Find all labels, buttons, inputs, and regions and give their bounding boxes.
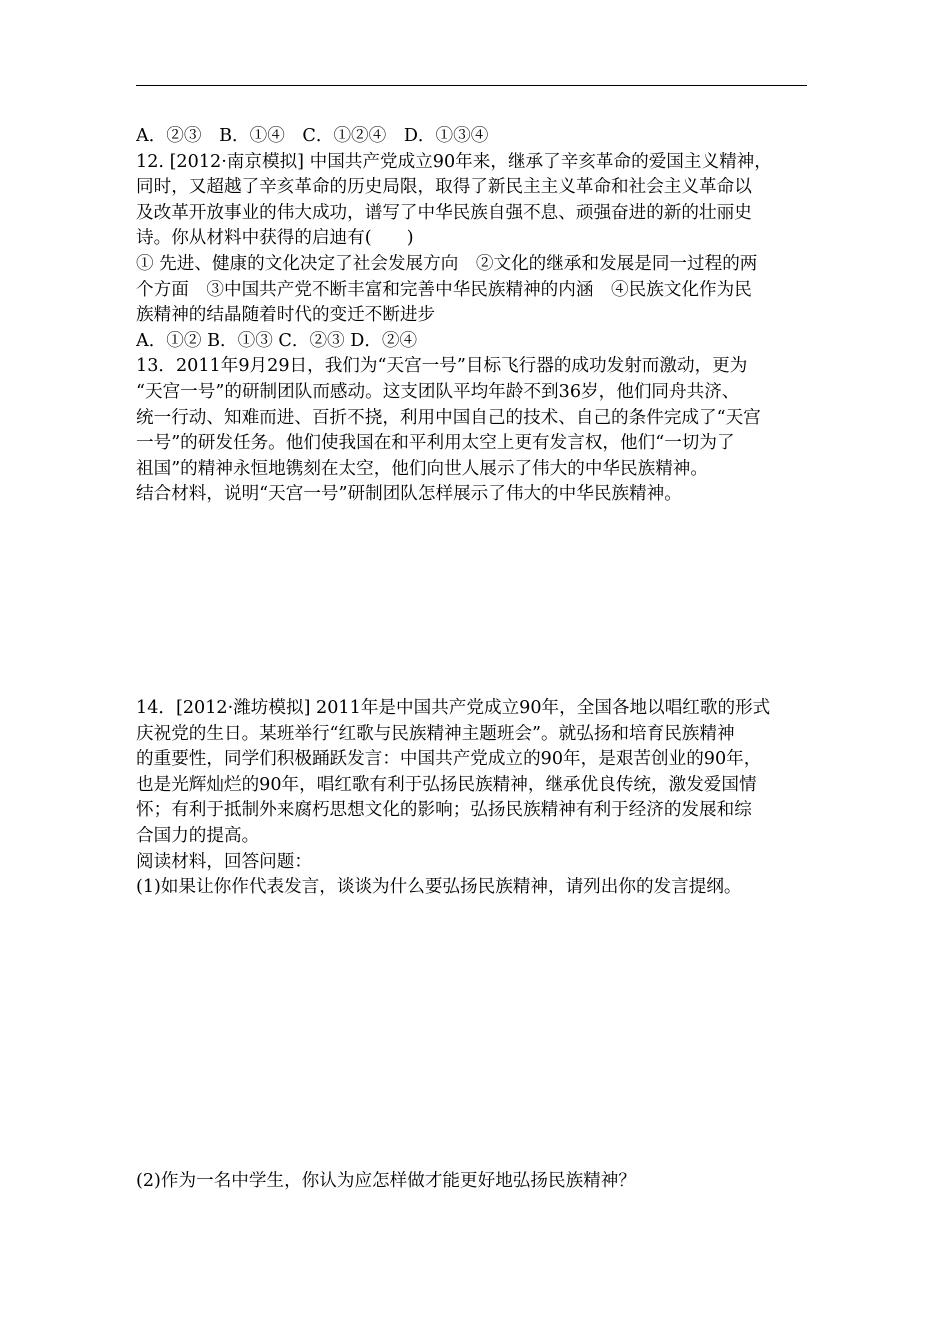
question-13-material-line: 祖国”的精神永恒地镌刻在太空，他们向世人展示了伟大的中华民族精神。 [136,458,708,479]
question-14-material-line: 的重要性，同学们积极踊跃发言：中国共产党成立的90年，是艰苦创业的90年， [136,749,762,770]
question-13-material-line: 统一行动、知难而进、百折不挠，利用中国自己的技术、自己的条件完成了“天宫 [136,407,761,428]
question-11-options: A．②③ B．①④ C．①②④ D．①③④ [136,126,489,146]
question-13-material-line: “天宫一号”的研制团队而感动。这支团队平均年龄不到36岁，他们同舟共济、 [136,381,740,402]
question-13 [136,354,807,508]
question-12-statement-line: 个方面 ③中国共产党不断丰富和完善中华民族精神的内涵 ④民族文化作为民 [136,279,752,300]
question-12-stem-line: 及改革开放事业的伟大成功，谱写了中华民族自强不息、顽强奋进的新的壮丽史 [136,202,752,223]
question-14-sub-question-1: (1)如果让你作代表发言，谈谈为什么要弘扬民族精神，请列出你的发言提纲。 [136,877,742,898]
question-12-statement-line: 族精神的结晶随着时代的变迁不断进步 [136,305,436,326]
question-12-options: A．①② B．①③ C．②③ D．②④ [136,330,418,351]
question-12-statement-line: ① 先进、健康的文化决定了社会发展方向 ②文化的继承和发展是同一过程的两 [136,253,758,274]
question-14-material-line: 合国力的提高。 [136,825,260,846]
question-11 [136,124,807,150]
question-14-part-2 [136,1169,807,1195]
question-14-material-line: 14．[2012·潍坊模拟] 2011年是中国共产党成立90年，全国各地以唱红歌的形式 [136,698,771,718]
question-13-material-line: 一号”的研发任务。他们使我国在和平利用太空上更有发言权，他们“一切为了 [136,433,735,454]
question-12-stem-line: 同时，又超越了辛亥革命的历史局限，取得了新民主主义革命和社会主义革命以 [136,177,752,198]
header-rule [136,85,807,86]
question-14 [136,696,807,901]
question-12 [136,150,807,355]
question-14-material-line: 庆祝党的生日。某班举行“红歌与民族精神主题班会”。就弘扬和培育民族精神 [136,723,735,744]
question-13-prompt: 结合材料，说明“天宫一号”研制团队怎样展示了伟大的中华民族精神。 [136,484,682,505]
question-14-sub-question-2: (2)作为一名中学生，你认为应怎样做才能更好地弘扬民族精神？ [136,1171,636,1191]
question-14-material-line: 也是光辉灿烂的90年，唱红歌有利于弘扬民族精神，继承优良传统，激发爱国情 [136,774,757,795]
question-12-stem-line: 12. [2012·南京模拟] 中国共产党成立90年来，继承了辛亥革命的爱国主义精神， [136,151,772,172]
question-14-material-line: 怀；有利于抵制外来腐朽思想文化的影响；弘扬民族精神有利于经济的发展和综 [136,800,752,821]
question-13-material-line: 13．2011年9月29日，我们为“天宫一号”目标飞行器的成功发射而激动，更为 [136,356,748,377]
question-12-stem-line: 诗。你从材料中获得的启迪有( ) [136,228,414,249]
question-14-instruction: 阅读材料，回答问题： [136,851,312,872]
